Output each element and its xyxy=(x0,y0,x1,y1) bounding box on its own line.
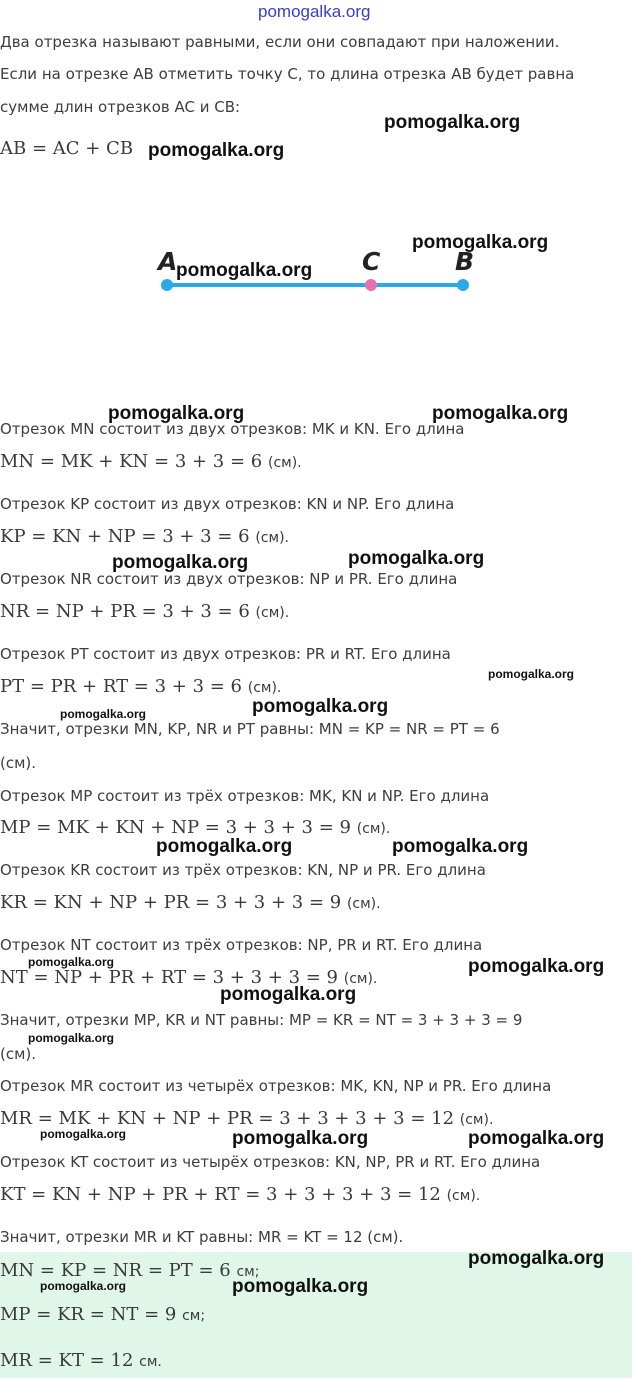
watermark-10: pomogalka.org xyxy=(252,696,389,717)
conclusion-equal-6-tail: (см). xyxy=(0,754,37,772)
block-kt-text: Отрезок KT состоит из четырёх отрезков: KN, NP, PR и RT. Его длина xyxy=(0,1153,541,1171)
definition-line-3: сумме длин отрезков AC и CB: xyxy=(0,98,241,116)
block-mp-formula: MP = MK + KN + NP = 3 + 3 + 3 = 9 (см). xyxy=(0,817,391,838)
block-mr-text: Отрезок MR состоит из четырёх отрезков: MK, KN, NP и PR. Его длина xyxy=(0,1077,552,1095)
sum-formula: AB = AC + CB xyxy=(0,138,134,159)
point-a-dot xyxy=(161,279,173,291)
point-a-label: A xyxy=(158,247,178,276)
block-kp-text: Отрезок KP состоит из двух отрезков: KN и NP. Его длина xyxy=(0,495,455,513)
point-b-label: B xyxy=(455,247,475,276)
block-kr-formula: KR = KN + NP + PR = 3 + 3 + 3 = 9 (см). xyxy=(0,892,381,913)
watermark-20: pomogalka.org xyxy=(468,1128,605,1149)
watermark-13: pomogalka.org xyxy=(392,836,529,857)
watermark-2: pomogalka.org xyxy=(148,140,285,161)
conclusion-equal-9-tail: (см). xyxy=(0,1045,37,1063)
block-kr-text: Отрезок KR состоит из трёх отрезков: KN, NP и PR. Его длина xyxy=(0,861,486,879)
definition-line-1: Два отрезка называют равными, если они совпадают при наложении. xyxy=(0,33,560,51)
watermark-5: pomogalka.org xyxy=(108,403,245,424)
block-kt-formula: KT = KN + NP + PR + RT = 3 + 3 + 3 + 3 = 12 (см). xyxy=(0,1184,481,1205)
block-mr-formula: MR = MK + KN + NP + PR = 3 + 3 + 3 + 3 = 12 (см). xyxy=(0,1108,494,1129)
block-kp-formula: KP = KN + NP = 3 + 3 = 6 (см). xyxy=(0,526,289,547)
block-mn-text: Отрезок MN состоит из двух отрезков: MK и KN. Его длина xyxy=(0,420,465,438)
definition-line-2: Если на отрезке AB отметить точку C, то длина отрезка AB будет равна xyxy=(0,65,575,83)
watermark-4: pomogalka.org xyxy=(176,260,313,281)
watermark-8: pomogalka.org xyxy=(348,548,485,569)
answer-line-2: MP = KR = NT = 9 см; xyxy=(0,1304,206,1325)
block-mp-text: Отрезок MP состоит из трёх отрезков: MK, KN и NP. Его длина xyxy=(0,787,490,805)
watermark-19: pomogalka.org xyxy=(232,1128,369,1149)
watermark-9: pomogalka.org xyxy=(488,667,575,681)
watermark-6: pomogalka.org xyxy=(432,403,569,424)
block-mn-formula: MN = MK + KN = 3 + 3 = 6 (см). xyxy=(0,451,302,472)
block-nt-text: Отрезок NT состоит из трёх отрезков: NP, PR и RT. Его длина xyxy=(0,936,483,954)
block-nt-formula: NT = NP + PR + RT = 3 + 3 + 3 = 9 (см). xyxy=(0,967,378,988)
block-pt-text: Отрезок PT состоит из двух отрезков: PR и RT. Его длина xyxy=(0,645,451,663)
watermark-21: pomogalka.org xyxy=(468,1248,605,1269)
watermark-1: pomogalka.org xyxy=(384,112,521,133)
watermark-3: pomogalka.org xyxy=(412,232,549,253)
top-watermark-link[interactable]: pomogalka.org xyxy=(258,2,371,21)
watermark-15: pomogalka.org xyxy=(468,956,605,977)
point-c-label: C xyxy=(362,247,381,276)
point-b-dot xyxy=(457,279,469,291)
conclusion-equal-12: Значит, отрезки MR и KT равны: MR = KT = 12 (см). xyxy=(0,1228,404,1246)
conclusion-equal-9: Значит, отрезки MP, KR и NT равны: MP = KR = NT = 3 + 3 + 3 = 9 xyxy=(0,1011,523,1029)
block-nr-formula: NR = NP + PR = 3 + 3 = 6 (см). xyxy=(0,601,290,622)
answer-line-1: MN = KP = NR = PT = 6 см; xyxy=(0,1260,260,1281)
block-pt-formula: PT = PR + RT = 3 + 3 = 6 (см). xyxy=(0,676,282,697)
watermark-18: pomogalka.org xyxy=(40,1127,127,1141)
point-c-dot xyxy=(365,279,377,291)
watermark-23: pomogalka.org xyxy=(232,1276,369,1297)
watermark-12: pomogalka.org xyxy=(156,836,293,857)
watermark-11: pomogalka.org xyxy=(60,707,147,721)
conclusion-equal-6: Значит, отрезки MN, KP, NR и PT равны: MN = KP = NR = PT = 6 xyxy=(0,720,500,738)
watermark-14: pomogalka.org xyxy=(28,955,115,969)
watermark-7: pomogalka.org xyxy=(112,552,249,573)
watermark-17: pomogalka.org xyxy=(28,1031,115,1045)
watermark-16: pomogalka.org xyxy=(220,984,357,1005)
watermark-22: pomogalka.org xyxy=(40,1279,127,1293)
answer-line-3: MR = KT = 12 см. xyxy=(0,1350,162,1371)
block-nr-text: Отрезок NR состоит из двух отрезков: NP и PR. Его длина xyxy=(0,570,458,588)
